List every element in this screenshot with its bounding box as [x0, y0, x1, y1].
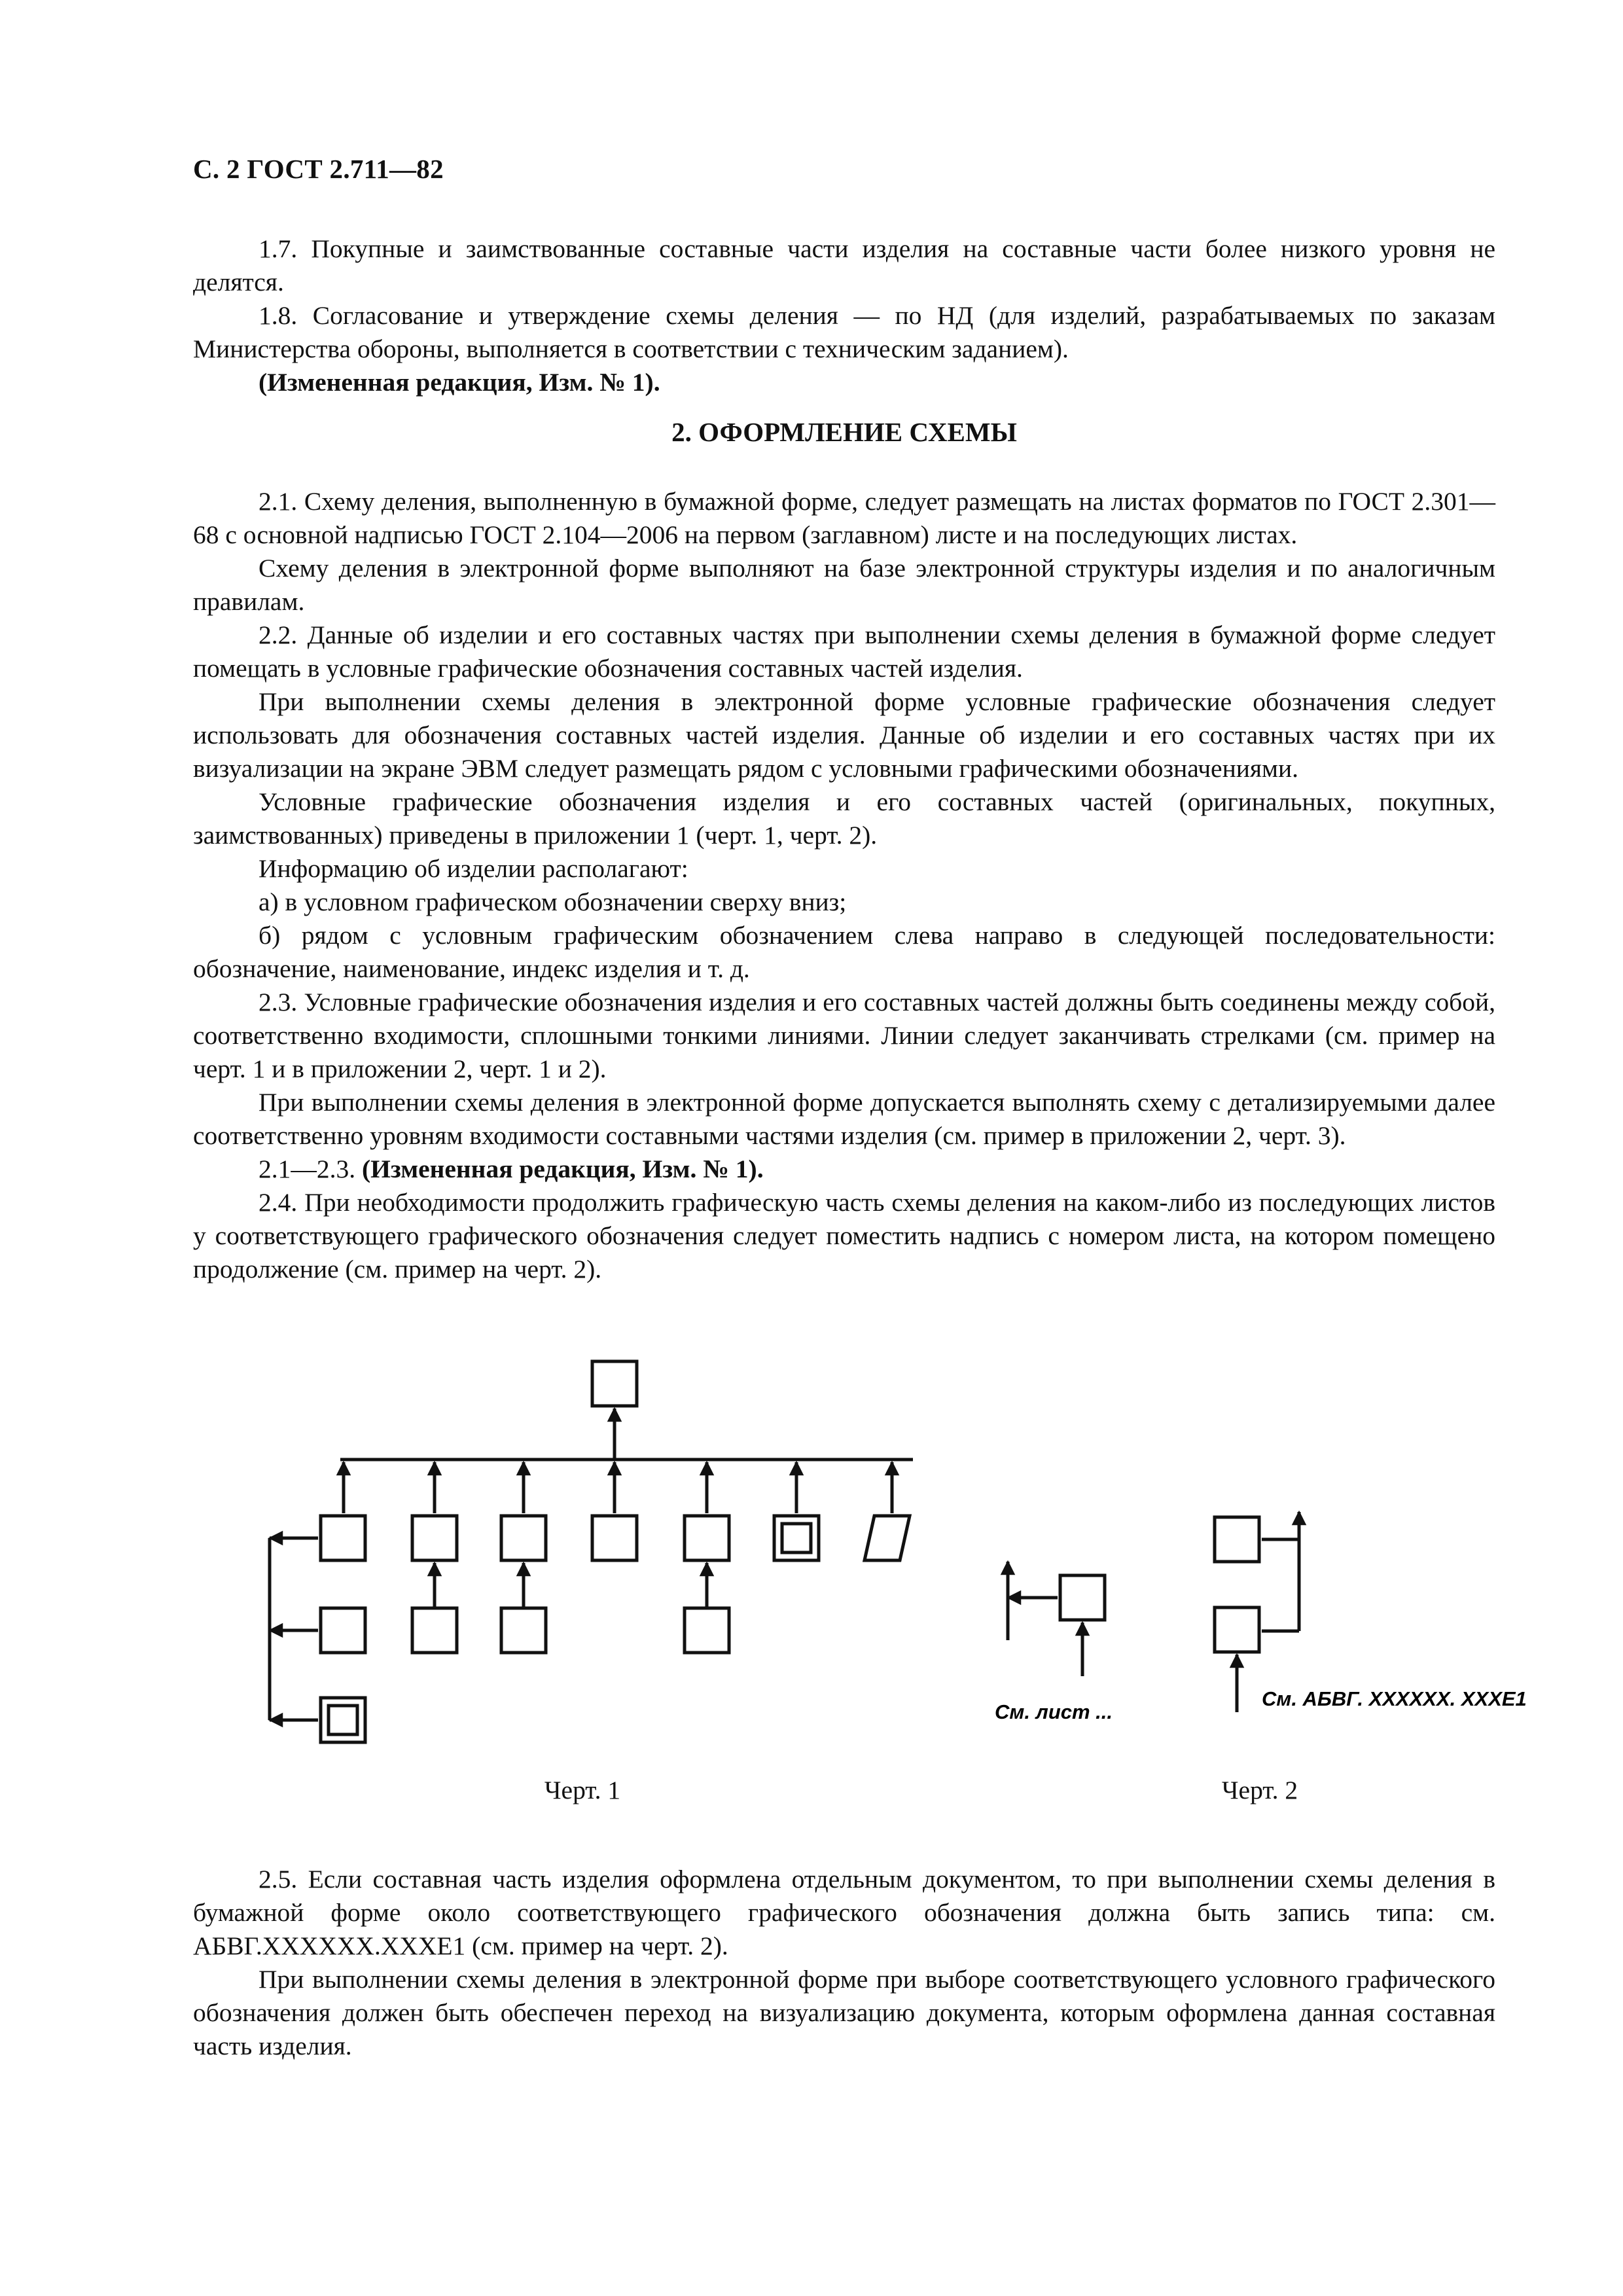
diagram-box: [1215, 1607, 1259, 1652]
paragraph: Информацию об изделии располагают:: [259, 854, 688, 883]
paragraph: 1.7. Покупные и заимствованные составные части изделия на составные части более низкого уровня не делятся.: [193, 234, 1495, 296]
fig1-caption: Черт. 1: [544, 1776, 621, 1804]
diagram-box: [1060, 1575, 1105, 1620]
paragraph: 1.8. Согласование и утверждение схемы деления — по НД (для изделий, разрабатываемых по заказам Министерства обороны, выполняется в соответствии с техническим заданием).: [193, 301, 1495, 363]
diagram-box: [592, 1361, 637, 1406]
amendment-text: (Измененная редакция, Изм. № 1).: [362, 1155, 764, 1183]
purchased-box-inner: [782, 1524, 811, 1552]
page-header: С. 2 ГОСТ 2.711—82: [193, 154, 444, 184]
section-title: 2. ОФОРМЛЕНИЕ СХЕМЫ: [671, 417, 1017, 447]
section-1-text: [193, 232, 1495, 399]
fig2-caption: Черт. 2: [1221, 1776, 1298, 1804]
diagram-box: [685, 1608, 729, 1653]
diagram-box: [321, 1608, 365, 1653]
purchased-box-inner: [329, 1706, 357, 1734]
paragraph: 2.1. Схему деления, выполненную в бумажной форме, следует размещать на листах форматов по ГОСТ 2.301—68 с основной надписью ГОСТ 2.104—2006 на первом (заглавном) листе и на последующих листах.: [193, 487, 1495, 549]
paragraph: 2.5. Если составная часть изделия оформлена отдельным документом, то при выполнении схемы деления в бумажной форме около соответствующего графического обозначения должна быть запись типа: см. АБВГ.XXXXXX.XXXE1 (см. пример на черт. 2).: [193, 1865, 1495, 1960]
borrowed-box: [865, 1516, 910, 1560]
diagram-box: [685, 1516, 729, 1560]
paragraph: При выполнении схемы деления в электронной форме допускается выполнять схему с детализируемыми далее соответственно уровням входимости составными частями изделия (см. пример в приложении 2, черт. 3).: [193, 1088, 1495, 1150]
diagram-box: [321, 1516, 365, 1560]
fig2-label-left: См. лист ...: [995, 1700, 1113, 1723]
diagram-box: [412, 1516, 457, 1560]
paragraph: При выполнении схемы деления в электронной форме условные графические обозначения следует использовать для обозначения составных частей изделия. Данные об изделии и его составных частях при их визуализации на экране ЭВМ следует размещать рядом с условными графическими обозначениями.: [193, 687, 1495, 783]
paragraph: 2.2. Данные об изделии и его составных частях при выполнении схемы деления в бумажной форме следует помещать в условные графические обозначения составных частей изделия.: [193, 620, 1495, 683]
section-3-text: [193, 1863, 1495, 2063]
diagram-box: [592, 1516, 637, 1560]
paragraph: При выполнении схемы деления в электронной форме при выборе соответствующего условного графического обозначения должен быть обеспечен переход на визуализацию документа, которым оформлена данная составная часть изделия.: [193, 1965, 1495, 2060]
amendment-note: (Измененная редакция, Изм. № 1).: [259, 368, 660, 397]
paragraph: 2.4. При необходимости продолжить графическую часть схемы деления на каком-либо из последующих листов у соответствующего графического обозначения следует поместить надпись с номером листа, на котором помещено продолжение (см. пример на черт. 2).: [193, 1188, 1495, 1283]
list-item: б) рядом с условным графическим обозначением слева направо в следующей последовательности: обозначение, наименование, индекс изделия и т. д.: [193, 921, 1495, 983]
diagram-box: [501, 1516, 546, 1560]
paragraph: Условные графические обозначения изделия и его составных частей (оригинальных, покупных, заимствованных) приведены в приложении 1 (черт. 1, черт. 2).: [193, 787, 1495, 850]
figures-area: [0, 1348, 1623, 1820]
diagram-box: [501, 1608, 546, 1653]
diagram-box: [412, 1608, 457, 1653]
diagram-box: [1215, 1517, 1259, 1562]
paragraph: Схему деления в электронной форме выполняют на базе электронной структуры изделия и по аналогичным правилам.: [193, 554, 1495, 616]
amendment-prefix: 2.1—2.3.: [259, 1155, 362, 1183]
section-2-text: [193, 485, 1495, 1286]
amendment-note: [193, 1153, 1495, 1186]
paragraph: 2.3. Условные графические обозначения изделия и его составных частей должны быть соединены между собой, соответственно входимости, сплошными тонкими линиями. Линии следует заканчивать стрелками (см. пример на черт. 1 и в приложении 2, черт. 1 и 2).: [193, 988, 1495, 1083]
fig2-label-right: См. АБВГ. XXXXXX. XXXE1: [1262, 1687, 1527, 1710]
list-item: а) в условном графическом обозначении сверху вниз;: [259, 888, 847, 916]
figure-1-diagram: [270, 1361, 913, 1742]
figure-2-diagram: [1008, 1512, 1299, 1712]
